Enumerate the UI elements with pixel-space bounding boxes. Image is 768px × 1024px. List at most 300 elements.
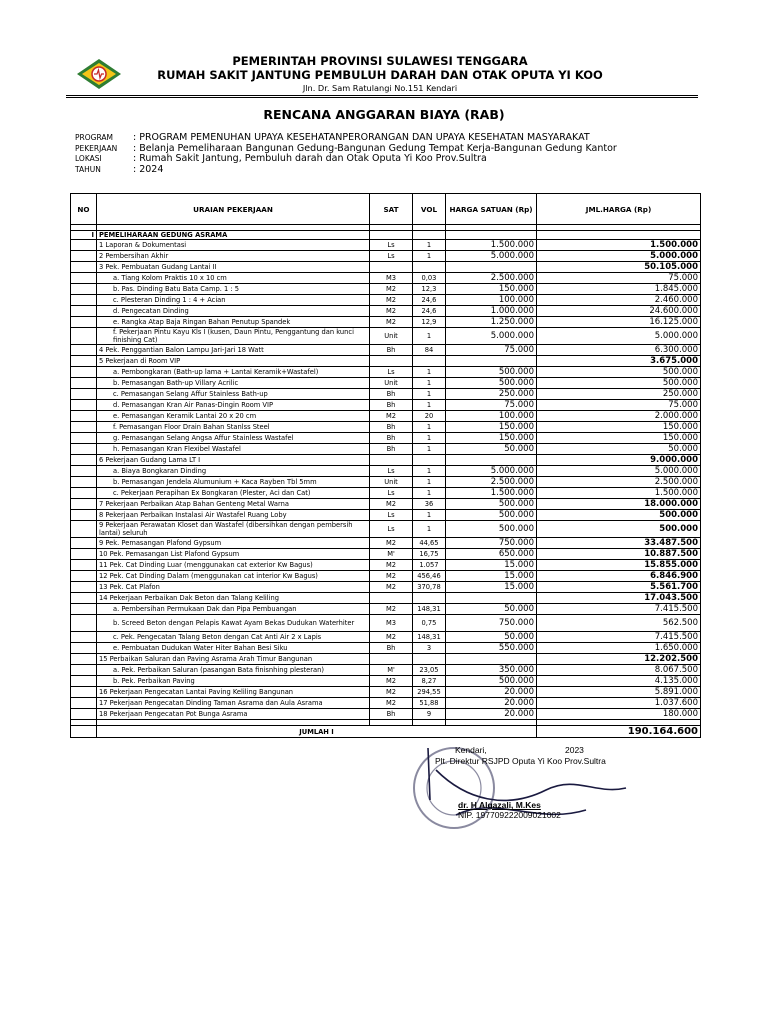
row-no xyxy=(71,499,97,510)
item-unit-price: 5.000.000 xyxy=(446,466,537,477)
row-no xyxy=(71,571,97,582)
item-unit-price: 2.500.000 xyxy=(446,273,537,284)
item-unit: M2 xyxy=(370,604,413,615)
total-label: JUMLAH I xyxy=(97,726,537,738)
table-row xyxy=(71,604,701,615)
table-row xyxy=(71,560,701,571)
table-row xyxy=(71,328,701,345)
item-description: 1 Laporan & Dokumentasi xyxy=(97,240,370,251)
item-amount: 2.000.000 xyxy=(537,411,701,422)
row-no xyxy=(71,273,97,284)
total-value: 190.164.600 xyxy=(537,726,701,738)
item-unit: Bh xyxy=(370,345,413,356)
header-address: Jln. Dr. Sam Ratulangi No.151 Kendari xyxy=(302,83,458,93)
item-volume: 3 xyxy=(413,643,446,654)
table-row xyxy=(71,444,701,455)
row-no xyxy=(71,411,97,422)
row-no xyxy=(71,582,97,593)
item-description: b. Pek. Perbaikan Paving xyxy=(97,676,370,687)
table-row xyxy=(71,709,701,720)
item-unit: Bh xyxy=(370,422,413,433)
item-volume: 23,05 xyxy=(413,665,446,676)
row-no xyxy=(71,632,97,643)
table-row xyxy=(71,295,701,306)
item-unit-price: 1.000.000 xyxy=(446,306,537,317)
item-unit: M2 xyxy=(370,411,413,422)
item-unit-price: 500.000 xyxy=(446,499,537,510)
item-unit-price: 500.000 xyxy=(446,378,537,389)
item-description: c. Pemasangan Selang Affur Stainless Bath-up xyxy=(97,389,370,400)
row-no xyxy=(71,400,97,411)
item-description: c. Plesteran Dinding 1 : 4 + Acian xyxy=(97,295,370,306)
item-amount: 4.135.000 xyxy=(537,676,701,687)
table-row xyxy=(71,643,701,654)
total-no xyxy=(71,726,97,738)
header-hospital: RUMAH SAKIT JANTUNG PEMBULUH DARAH DAN OTAK OPUTA YI KOO xyxy=(157,68,603,82)
table-row xyxy=(71,615,701,632)
col-header-price: HARGA SATUAN (Rp) xyxy=(446,194,537,225)
item-amount: 500.000 xyxy=(537,367,701,378)
item-amount: 1.037.600 xyxy=(537,698,701,709)
item-unit: M2 xyxy=(370,499,413,510)
item-volume: 1 xyxy=(413,400,446,411)
row-no xyxy=(71,654,97,665)
item-amount: 5.561.700 xyxy=(537,582,701,593)
meta-program xyxy=(75,132,617,143)
item-amount: 18.000.000 xyxy=(537,499,701,510)
item-volume: 16,75 xyxy=(413,549,446,560)
row-no xyxy=(71,538,97,549)
row-no xyxy=(71,433,97,444)
col-header-desc: URAIAN PEKERJAAN xyxy=(97,194,370,225)
meta-label: LOKASI xyxy=(75,154,102,163)
hospital-logo xyxy=(76,58,122,90)
item-unit-price: 15.000 xyxy=(446,560,537,571)
item-unit-price: 20.000 xyxy=(446,709,537,720)
item-description: a. Biaya Bongkaran Dinding xyxy=(97,466,370,477)
item-unit-price: 250.000 xyxy=(446,389,537,400)
item-unit xyxy=(370,231,413,240)
item-volume: 1 xyxy=(413,367,446,378)
table-row xyxy=(71,676,701,687)
item-amount: 500.000 xyxy=(537,378,701,389)
item-unit: M2 xyxy=(370,560,413,571)
item-description: 16 Pekerjaan Pengecatan Lantai Paving Keliling Bangunan xyxy=(97,687,370,698)
row-no xyxy=(71,466,97,477)
item-unit: Bh xyxy=(370,643,413,654)
item-description: a. Tiang Kolom Praktis 10 x 10 cm xyxy=(97,273,370,284)
col-header-no: NO xyxy=(71,194,97,225)
table-row xyxy=(71,488,701,499)
item-amount: 562.500 xyxy=(537,615,701,632)
item-volume: 24,6 xyxy=(413,306,446,317)
item-unit: M3 xyxy=(370,273,413,284)
item-amount: 1.845.000 xyxy=(537,284,701,295)
row-no xyxy=(71,521,97,538)
item-amount: 2.500.000 xyxy=(537,477,701,488)
row-no xyxy=(71,477,97,488)
item-volume: 1 xyxy=(413,488,446,499)
col-header-unit: SAT xyxy=(370,194,413,225)
item-description: e. Pembuatan Dudukan Water Hiter Bahan Besi Siku xyxy=(97,643,370,654)
rab-table xyxy=(70,193,701,738)
item-amount: 24.600.000 xyxy=(537,306,701,317)
item-amount: 7.415.500 xyxy=(537,632,701,643)
item-unit-price: 20.000 xyxy=(446,687,537,698)
item-volume: 20 xyxy=(413,411,446,422)
item-unit: M2 xyxy=(370,687,413,698)
row-no xyxy=(71,251,97,262)
item-unit-price: 150.000 xyxy=(446,284,537,295)
item-volume xyxy=(413,262,446,273)
item-unit-price: 100.000 xyxy=(446,411,537,422)
section-row xyxy=(71,231,701,240)
document-meta xyxy=(75,132,617,174)
meta-label: TAHUN xyxy=(75,164,101,174)
item-amount: 5.000.000 xyxy=(537,466,701,477)
table-row xyxy=(71,240,701,251)
item-description: e. Pemasangan Keramik Lantai 20 x 20 cm xyxy=(97,411,370,422)
row-no xyxy=(71,367,97,378)
item-unit: M' xyxy=(370,549,413,560)
item-description: 17 Pekerjaan Pengecatan Dinding Taman Asrama dan Aula Asrama xyxy=(97,698,370,709)
item-description: g. Pemasangan Selang Angsa Affur Stainless Wastafel xyxy=(97,433,370,444)
item-unit: M2 xyxy=(370,295,413,306)
signature-position: Plt. Direktur RSJPD Oputa Yi Koo Prov.Sultra xyxy=(435,756,606,766)
table-row xyxy=(71,582,701,593)
item-description: b. Screed Beton dengan Pelapis Kawat Ayam Bekas Dudukan Waterhiter xyxy=(97,615,370,632)
item-description: PEMELIHARAAN GEDUNG ASRAMA xyxy=(97,231,370,240)
item-unit: M2 xyxy=(370,306,413,317)
item-description: 4 Pek. Penggantian Balon Lampu Jari-Jari 18 Watt xyxy=(97,345,370,356)
item-unit: M2 xyxy=(370,317,413,328)
row-no xyxy=(71,284,97,295)
item-amount: 5.000.000 xyxy=(537,328,701,345)
item-description: d. Pengecatan Dinding xyxy=(97,306,370,317)
item-unit-price: 50.000 xyxy=(446,604,537,615)
item-description: 13 Pek. Cat Plafon xyxy=(97,582,370,593)
document-title: RENCANA ANGGARAN BIAYA (RAB) xyxy=(263,107,505,122)
item-amount: 1.650.000 xyxy=(537,643,701,654)
item-unit xyxy=(370,593,413,604)
item-volume: 1 xyxy=(413,251,446,262)
item-amount: 75.000 xyxy=(537,273,701,284)
row-no xyxy=(71,328,97,345)
row-no xyxy=(71,488,97,499)
item-unit xyxy=(370,356,413,367)
item-unit-price xyxy=(446,231,537,240)
table-header-row xyxy=(71,194,701,225)
table-row xyxy=(71,273,701,284)
item-unit: Ls xyxy=(370,510,413,521)
row-no xyxy=(71,709,97,720)
item-amount: 7.415.500 xyxy=(537,604,701,615)
signature-city: Kendari, xyxy=(455,745,487,755)
table-row xyxy=(71,251,701,262)
item-amount: 15.855.000 xyxy=(537,560,701,571)
item-amount: 150.000 xyxy=(537,433,701,444)
item-description: 9 Pekerjaan Perawatan Kloset dan Wastafel (dibersihkan dengan pembersih lantai) seluruh xyxy=(97,521,370,538)
row-no xyxy=(71,240,97,251)
item-amount: 17.043.500 xyxy=(537,593,701,604)
item-unit-price xyxy=(446,593,537,604)
item-volume: 84 xyxy=(413,345,446,356)
item-amount xyxy=(537,231,701,240)
table-row xyxy=(71,262,701,273)
item-volume: 370,78 xyxy=(413,582,446,593)
item-amount: 2.460.000 xyxy=(537,295,701,306)
item-description: 6 Pekerjaan Gudang Lama LT I xyxy=(97,455,370,466)
total-row xyxy=(71,726,701,738)
item-volume: 12,9 xyxy=(413,317,446,328)
table-row xyxy=(71,538,701,549)
item-unit: Ls xyxy=(370,367,413,378)
row-no xyxy=(71,422,97,433)
item-description: a. Pek. Perbaikan Saluran (pasangan Bata finisnhing plesteran) xyxy=(97,665,370,676)
row-no xyxy=(71,643,97,654)
item-unit: Ls xyxy=(370,251,413,262)
item-description: d. Pemasangan Kran Air Panas-Dingin Room VIP xyxy=(97,400,370,411)
row-no xyxy=(71,378,97,389)
row-no xyxy=(71,262,97,273)
item-unit: Ls xyxy=(370,466,413,477)
item-unit-price: 650.000 xyxy=(446,549,537,560)
item-unit: Bh xyxy=(370,389,413,400)
signature-nip: NIP. 197709222009021002 xyxy=(458,810,561,820)
item-volume: 1.057 xyxy=(413,560,446,571)
col-header-vol: VOL xyxy=(413,194,446,225)
item-unit: M2 xyxy=(370,571,413,582)
item-amount: 150.000 xyxy=(537,422,701,433)
item-volume: 1 xyxy=(413,444,446,455)
item-volume: 148,31 xyxy=(413,632,446,643)
item-unit-price: 500.000 xyxy=(446,510,537,521)
item-unit-price xyxy=(446,455,537,466)
item-volume: 0,03 xyxy=(413,273,446,284)
item-unit-price: 1.250.000 xyxy=(446,317,537,328)
meta-tahun xyxy=(75,164,617,175)
item-unit: M' xyxy=(370,665,413,676)
item-unit xyxy=(370,654,413,665)
table-row xyxy=(71,455,701,466)
item-unit-price: 550.000 xyxy=(446,643,537,654)
row-no xyxy=(71,549,97,560)
item-volume: 8,27 xyxy=(413,676,446,687)
item-unit-price: 100.000 xyxy=(446,295,537,306)
item-unit: M2 xyxy=(370,538,413,549)
signature-name: dr. H Algazali, M.Kes xyxy=(458,800,541,810)
item-description: 14 Pekerjaan Perbaikan Dak Beton dan Talang Keliling xyxy=(97,593,370,604)
item-unit: M2 xyxy=(370,284,413,295)
item-unit-price: 500.000 xyxy=(446,367,537,378)
item-amount: 250.000 xyxy=(537,389,701,400)
item-volume: 456,46 xyxy=(413,571,446,582)
item-amount: 16.125.000 xyxy=(537,317,701,328)
item-unit: M3 xyxy=(370,615,413,632)
header-divider-2 xyxy=(66,97,698,98)
item-unit-price: 350.000 xyxy=(446,665,537,676)
item-amount: 33.487.500 xyxy=(537,538,701,549)
item-unit: M2 xyxy=(370,582,413,593)
item-volume: 0,75 xyxy=(413,615,446,632)
item-amount: 1.500.000 xyxy=(537,240,701,251)
row-no xyxy=(71,389,97,400)
item-unit-price: 750.000 xyxy=(446,615,537,632)
item-unit-price: 500.000 xyxy=(446,676,537,687)
item-volume: 1 xyxy=(413,510,446,521)
item-description: 3 Pek. Pembuatan Gudang Lantai II xyxy=(97,262,370,273)
item-volume: 9 xyxy=(413,709,446,720)
item-unit xyxy=(370,262,413,273)
item-unit: M2 xyxy=(370,698,413,709)
item-description: 2 Pembersihan Akhir xyxy=(97,251,370,262)
row-no xyxy=(71,665,97,676)
table-row xyxy=(71,422,701,433)
table-row xyxy=(71,378,701,389)
item-unit-price xyxy=(446,654,537,665)
item-unit: Bh xyxy=(370,433,413,444)
item-unit-price xyxy=(446,356,537,367)
table-row xyxy=(71,654,701,665)
table-row xyxy=(71,665,701,676)
item-amount: 1.500.000 xyxy=(537,488,701,499)
item-description: a. Pembersihan Permukaan Dak dan Pipa Pembuangan xyxy=(97,604,370,615)
item-description: 5 Pekerjaan di Room VIP xyxy=(97,356,370,367)
row-no xyxy=(71,356,97,367)
table-row xyxy=(71,549,701,560)
item-unit-price: 15.000 xyxy=(446,571,537,582)
item-volume: 1 xyxy=(413,466,446,477)
item-unit: Bh xyxy=(370,444,413,455)
item-volume: 44,65 xyxy=(413,538,446,549)
header-government: PEMERINTAH PROVINSI SULAWESI TENGGARA xyxy=(232,54,528,68)
item-unit: Unit xyxy=(370,328,413,345)
item-description: f. Pekerjaan Pintu Kayu Kls I (kusen, Daun Pintu, Penggantung dan kunci finishing Cat) xyxy=(97,328,370,345)
item-description: a. Pembongkaran (Bath-up lama + Lantai Keramik+Wastafel) xyxy=(97,367,370,378)
table-row xyxy=(71,593,701,604)
item-amount: 5.891.000 xyxy=(537,687,701,698)
table-row xyxy=(71,510,701,521)
item-volume: 294,55 xyxy=(413,687,446,698)
item-amount: 50.000 xyxy=(537,444,701,455)
table-row xyxy=(71,698,701,709)
table-row xyxy=(71,317,701,328)
item-description: b. Pemasangan Jendela Alumunium + Kaca Rayben Tbl 5mm xyxy=(97,477,370,488)
item-unit: Unit xyxy=(370,378,413,389)
row-no xyxy=(71,455,97,466)
item-amount: 50.105.000 xyxy=(537,262,701,273)
item-description: f. Pemasangan Floor Drain Bahan Stanlss Steel xyxy=(97,422,370,433)
item-description: c. Pek. Pengecatan Talang Beton dengan Cat Anti Air 2 x Lapis xyxy=(97,632,370,643)
row-no xyxy=(71,295,97,306)
col-header-amount: JML.HARGA (Rp) xyxy=(537,194,701,225)
item-description: 15 Perbaikan Saluran dan Paving Asrama Arah Timur Bangunan xyxy=(97,654,370,665)
item-unit-price: 5.000.000 xyxy=(446,251,537,262)
table-row xyxy=(71,433,701,444)
item-unit: Ls xyxy=(370,488,413,499)
item-amount: 75.000 xyxy=(537,400,701,411)
meta-lokasi xyxy=(75,153,617,164)
meta-value: : 2024 xyxy=(133,163,164,175)
item-unit: Ls xyxy=(370,240,413,251)
table-row xyxy=(71,389,701,400)
item-description: 8 Pekerjaan Perbaikan Instalasi Air Wastafel Ruang Loby xyxy=(97,510,370,521)
item-description: 10 Pek. Pemasangan List Plafond Gypsum xyxy=(97,549,370,560)
table-row xyxy=(71,499,701,510)
table-row xyxy=(71,345,701,356)
item-amount: 3.675.000 xyxy=(537,356,701,367)
table-row xyxy=(71,400,701,411)
item-description: b. Pemasangan Bath-up Villary Acrilic xyxy=(97,378,370,389)
item-unit: Bh xyxy=(370,400,413,411)
item-amount: 6.300.000 xyxy=(537,345,701,356)
item-volume: 148,31 xyxy=(413,604,446,615)
item-volume: 51,88 xyxy=(413,698,446,709)
item-unit-price: 1.500.000 xyxy=(446,488,537,499)
item-volume xyxy=(413,231,446,240)
item-amount: 8.067.500 xyxy=(537,665,701,676)
meta-value: : PROGRAM PEMENUHAN UPAYA KESEHATANPERORANGAN DAN UPAYA KESEHATAN MASYARAKAT xyxy=(133,132,590,143)
item-unit-price: 75.000 xyxy=(446,345,537,356)
row-no xyxy=(71,306,97,317)
row-no xyxy=(71,698,97,709)
item-volume: 1 xyxy=(413,389,446,400)
item-unit: Unit xyxy=(370,477,413,488)
item-unit-price: 5.000.000 xyxy=(446,328,537,345)
item-volume xyxy=(413,455,446,466)
item-amount: 9.000.000 xyxy=(537,455,701,466)
meta-pekerjaan xyxy=(75,143,617,154)
item-unit: M2 xyxy=(370,632,413,643)
row-no xyxy=(71,615,97,632)
table-row xyxy=(71,284,701,295)
item-unit-price: 150.000 xyxy=(446,433,537,444)
meta-label: PEKERJAAN xyxy=(75,143,118,153)
item-amount: 12.202.500 xyxy=(537,654,701,665)
table-row xyxy=(71,356,701,367)
table-row xyxy=(71,521,701,538)
item-volume: 1 xyxy=(413,378,446,389)
table-row xyxy=(71,477,701,488)
table-row xyxy=(71,466,701,477)
item-unit-price: 20.000 xyxy=(446,698,537,709)
item-amount: 500.000 xyxy=(537,521,701,538)
row-no xyxy=(71,560,97,571)
meta-value: : Rumah Sakit Jantung, Pembuluh darah dan Otak Oputa Yi Koo Prov.Sultra xyxy=(133,153,487,164)
item-amount: 10.887.500 xyxy=(537,549,701,560)
item-volume: 12,3 xyxy=(413,284,446,295)
row-no: I xyxy=(71,231,97,240)
item-unit: Bh xyxy=(370,709,413,720)
item-unit-price: 2.500.000 xyxy=(446,477,537,488)
item-description: 9 Pek. Pemasangan Plafond Gypsum xyxy=(97,538,370,549)
table-row xyxy=(71,411,701,422)
item-unit: Ls xyxy=(370,521,413,538)
item-description: 7 Pekerjaan Perbaikan Atap Bahan Genteng Metal Warna xyxy=(97,499,370,510)
item-unit-price: 1.500.000 xyxy=(446,240,537,251)
item-volume xyxy=(413,593,446,604)
item-description: 18 Pekerjaan Pengecatan Pot Bunga Asrama xyxy=(97,709,370,720)
table-row xyxy=(71,571,701,582)
item-amount: 180.000 xyxy=(537,709,701,720)
item-volume: 1 xyxy=(413,328,446,345)
item-unit-price: 15.000 xyxy=(446,582,537,593)
meta-value: : Belanja Pemeliharaan Bangunan Gedung-Bangunan Gedung Tempat Kerja-Bangunan Gedung Kantor xyxy=(133,142,617,154)
table-row xyxy=(71,632,701,643)
item-description: c. Pekerjaan Perapihan Ex Bongkaran (Plester, Aci dan Cat) xyxy=(97,488,370,499)
item-volume xyxy=(413,654,446,665)
item-unit-price: 750.000 xyxy=(446,538,537,549)
